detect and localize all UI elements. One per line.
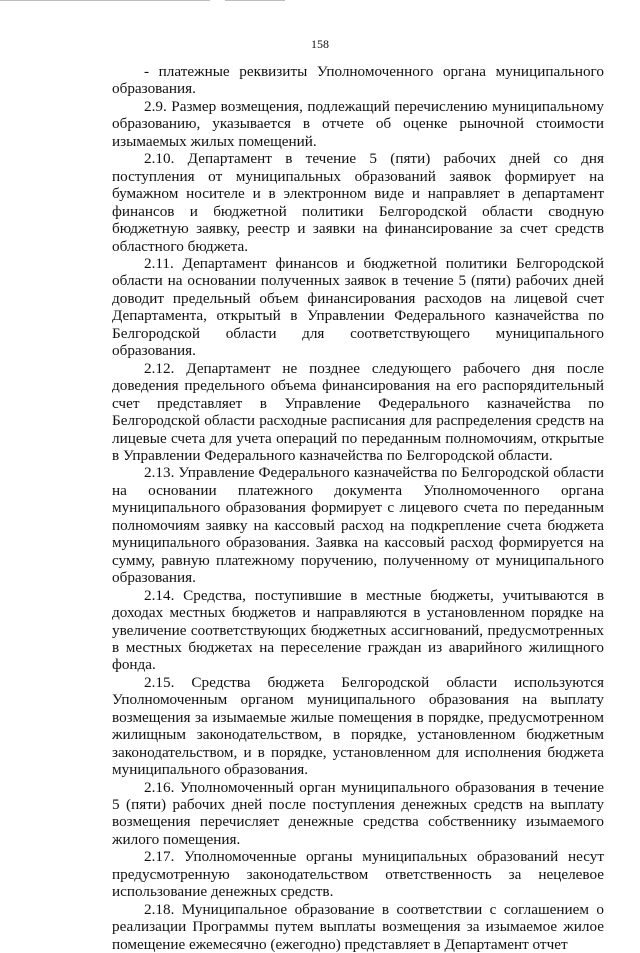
paragraph-2-15: 2.15. Средства бюджета Белгородской области используются Уполномоченным органом муниципального образования на выплату возмещения за изымаемые жилые помещения в порядке, предусмотренном жилищным законодательством, в порядке, установленном бюджетным законодательством, и в порядке, установленном для исполнения бюджета муниципального образования.	[112, 673, 604, 779]
paragraph-2-17: 2.17. Уполномоченные органы муниципальных образований несут предусмотренную законодательством ответственность за нецелевое использование денежных средств.	[112, 848, 604, 901]
paragraph-2-12: 2.12. Департамент не позднее следующего рабочего дня после доведения предельного объема финансирования на его распорядительный счет представляет в Управление Федерального казначейства по Белгородской области расходные расписания для распределения средств на лицевые счета для учета операций по переданным полномочиям, открытые в Управлении Федерального казначейства по Белгородской области.	[112, 359, 604, 464]
paragraph-2-13: 2.13. Управление Федерального казначейства по Белгородской области на основании платежного документа Уполномоченного органа муниципального образования формирует с лицевого счета по переданным полномочиям заявку на кассовый расход на подкрепление счета бюджета муниципального образования. Заявка на кассовый расход формируется на сумму, равную платежному поручению, полученному от муниципального образования.	[112, 464, 604, 587]
scan-edge-line	[0, 0, 210, 1]
paragraph-2-18: 2.18. Муниципальное образование в соответствии с соглашением о реализации Программы путем выплаты возмещения за изымаемое жилое помещение ежемесячно (ежегодно) представляет в Департамент отчет	[112, 900, 604, 953]
paragraph-2-16: 2.16. Уполномоченный орган муниципального образования в течение 5 (пяти) рабочих дней после поступления денежных средств на выплату возмещения перечисляет денежные средства собственнику изымаемого жилого помещения.	[112, 778, 604, 848]
scan-edge-line	[225, 0, 285, 1]
paragraph-2-14: 2.14. Средства, поступившие в местные бюджеты, учитываются в доходах местных бюджетов и направляются в установленном порядке на увеличение соответствующих бюджетных ассигнований, предусмотренных в местных бюджетах на переселение граждан из аварийного жилищного фонда.	[112, 586, 604, 674]
paragraph-payment-details: - платежные реквизиты Уполномоченного органа муниципального образования.	[112, 63, 604, 98]
paragraph-2-11: 2.11. Департамент финансов и бюджетной политики Белгородской области на основании полученных заявок в течение 5 (пяти) рабочих дней доводит предельный объем финансирования расходов на лицевой счет Департамента, открытый в Управлении Федерального казначейства по Белгородской области для соответствующего муниципального образования.	[112, 254, 604, 360]
paragraph-2-10: 2.10. Департамент в течение 5 (пяти) рабочих дней со дня поступления от муниципальных образований заявок формирует на бумажном носителе и в электронном виде и направляет в департамент финансов и бюджетной политики Белгородской области сводную бюджетную заявку, реестр и заявки на финансирование за счет средств областного бюджета.	[112, 150, 604, 255]
document-body	[112, 63, 604, 953]
paragraph-2-9: 2.9. Размер возмещения, подлежащий перечислению муниципальному образованию, указывается в отчете об оценке рыночной стоимости изымаемых жилых помещений.	[112, 97, 604, 150]
page-number: 158	[311, 37, 329, 51]
